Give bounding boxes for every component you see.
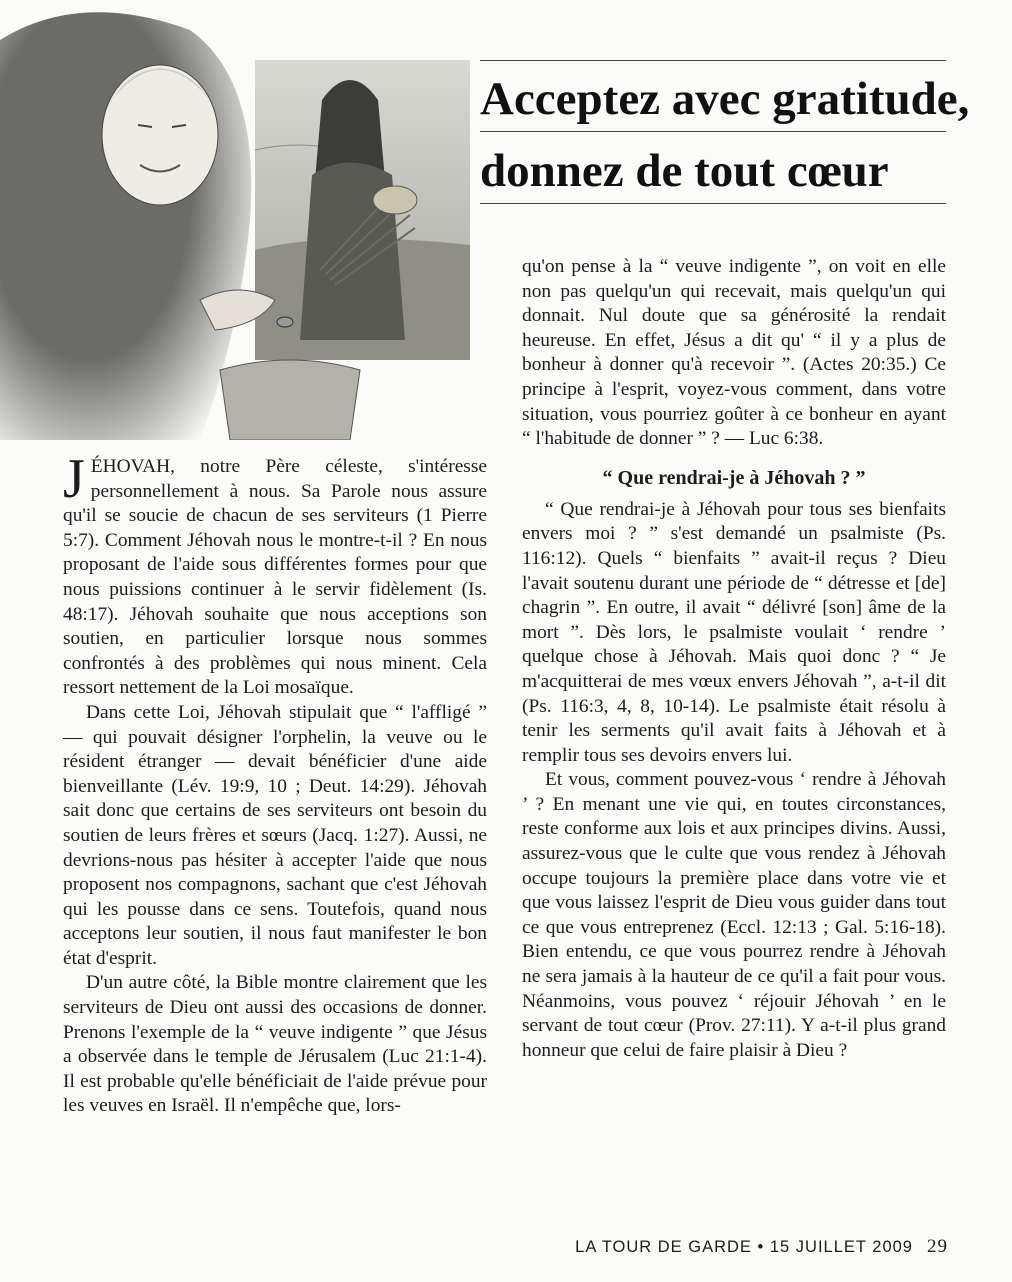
title-rule-top [480,60,946,61]
article-title-line-2: donnez de tout cœur [480,145,889,197]
page-footer [575,1236,948,1258]
paragraph-law: Dans cette Loi, Jéhovah stipulait que “ l'affligé ” — qui pouvait désigner l'orphelin, la veuve ou le résident étranger — devait bénéficier d'une aide bienveillante (Lév. 19:9, 10 ; Deut. 14:29). Jéhovah sait donc que certains de ses serviteurs ont besoin du soutien de leurs frères et sœurs (Jacq. 1:27). Aussi, ne devrions-nous pas hésiter à accepter l'aide que nous proposent nos compagnons, sachant que c'est Jéhovah qui les pousse dans ce sens. Toutefois, quand nous acceptons leur soutien, il nous faut manifester le bon état d'esprit. [63,701,487,969]
paragraph-intro-text: ÉHOVAH, notre Père céleste, s'intéresse personnellement à nous. Sa Parole nous assure qu'il se soucie de chacun de ses serviteurs (1 Pierre 5:7). Comment Jéhovah nous le montre-t-il ? En nous proposant de l'aide sous différentes formes pour que nous puissions continuer à le servir fidèlement (Is. 48:17). Jéhovah souhaite que nous acceptions son soutien, en particulier lorsque nous sommes confrontés à des problèmes qui nous minent. Cela ressort nettement de la Loi mosaïque. [63,456,487,699]
gleaner-scene [255,60,470,360]
paragraph-giving: D'un autre côté, la Bible montre clairement que les serviteurs de Dieu ont aussi des occasions de donner. Prenons l'exemple de la “ veuve indigente ” que Jésus a observée dans le temple de Jérusalem (Luc 21:1-4). Il est probable qu'elle bénéficiait de l'aide prévue pour les veuves en Israël. Il n'empêche que, lors- [63,972,487,1117]
dropcap: J [63,448,85,510]
section-subheading: “ Que rendrai-je à Jéhovah ? ” [602,466,866,489]
publication-info: LA TOUR DE GARDE • 15 JUILLET 2009 [575,1238,913,1256]
title-rule-bottom [480,203,946,204]
left-column [63,448,487,1119]
paragraph-psalmist: “ Que rendrai-je à Jéhovah pour tous ses bienfaits envers moi ? ” s'est demandé un psalmiste (Ps. 116:12). Quels “ bienfaits ” avait-il reçus ? Dieu l'avait soutenu durant une période de “ détresse et [de] chagrin ”. En outre, il avait “ délivré [son] âme de la mort ”. Dès lors, le psalmiste voulait ‘ rendre ’ quelque chose à Jéhovah. Mais quoi donc ? “ Je m'acquitterai de mes vœux envers Jéhovah ”, a-t-il dit (Ps. 116:3, 4, 8, 10-14). Le psalmiste était résolu à tenir les serments qu'il avait faits à Jéhovah et à remplir tous ses devoirs envers lui. [522,498,946,766]
article-title-line-1: Acceptez avec gratitude, [480,73,970,125]
paragraph-repay: Et vous, comment pouvez-vous ‘ rendre à Jéhovah ’ ? En menant une vie qui, en toutes circonstances, reste conforme aux lois et aux principes divins. Aussi, assurez-vous que le culte que vous rendez à Jéhovah occupe toujours la première place dans votre vie et que vous laissez l'esprit de Dieu vous guider dans tout ce que vous entreprenez (Eccl. 12:13 ; Gal. 5:16-18). Bien entendu, ce que vous pourrez rendre à Jéhovah ne sera jamais à la hauteur de ce qu'il a fait pour vous. Néanmoins, vous pouvez ‘ réjouir Jéhovah ’ en le servant de tout cœur (Prov. 27:11). Y a-t-il plus grand honneur que celui de faire plaisir à Dieu ? [522,769,946,1061]
illustration-widow-and-gleaner [0,0,480,440]
paragraph-widow: qu'on pense à la “ veuve indigente ”, on voit en elle non pas quelqu'un qui recevait, mais quelqu'un qui donnait. Nul doute que sa générosité la rendait heureuse. En effet, Jésus a dit qu' “ il y a plus de bonheur à donner qu'à recevoir ”. (Actes 20:35.) Ce principe à l'esprit, voyez-vous comment, dans votre situation, vous pourriez goûter à ce bonheur en ayant “ l'habitude de donner ” ? — Luc 6:38. [522,256,946,450]
title-rule-middle [480,131,946,132]
paragraph-intro [63,448,487,701]
page-number: 29 [927,1236,948,1257]
right-column [522,255,946,1063]
